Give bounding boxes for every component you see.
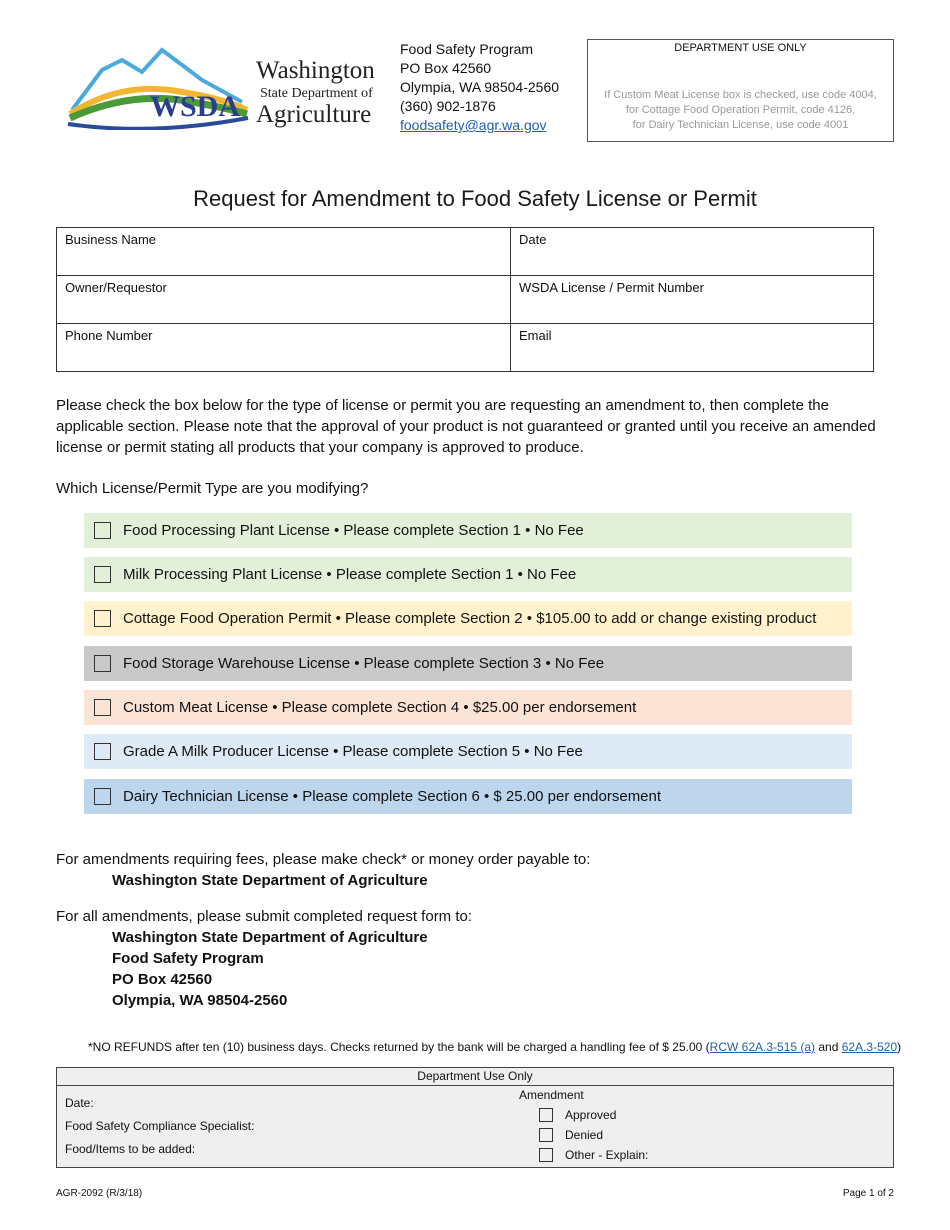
contact-block [400,40,559,135]
license-type-question: Which License/Permit Type are you modifying? [56,480,369,497]
submit-text: For all amendments, please submit completed request form to: [56,908,473,925]
fees-text: For amendments requiring fees, please make check* or money order payable to: [56,851,591,868]
applicant-info-table [56,227,874,372]
option-cottage-food[interactable] [84,601,852,636]
department-use-title: DEPARTMENT USE ONLY [674,42,807,54]
dept-specialist-label: Food Safety Compliance Specialist: [65,1119,255,1133]
form-title: Request for Amendment to Food Safety License or Permit [193,186,757,211]
checkbox-grade-a-milk[interactable] [94,743,111,760]
phone-field[interactable] [57,324,511,372]
department-use-only-box [56,1067,894,1168]
submit-line3: PO Box 42560 [112,971,213,988]
department-use-box [587,39,894,142]
submit-line4: Olympia, WA 98504-2560 [112,992,288,1009]
date-label: Date [519,232,547,247]
option-label: Food Processing Plant License • Please complete Section 1 • No Fee [123,522,584,539]
phone-label: Phone Number [65,328,153,343]
contact-email-link[interactable]: foodsafety@agr.wa.gov [400,117,547,133]
wsda-logo-mark-icon [62,40,382,130]
other-checkbox[interactable] [539,1148,553,1162]
contact-program: Food Safety Program [400,41,534,57]
contact-phone: (360) 902-1876 [400,98,496,114]
amendment-label: Amendment [519,1088,584,1102]
intro-paragraph: Please check the box below for the type of license or permit you are requesting an amendment to, then complete the applicable section. Please note that the approval of your product is not guaranteed or granted until you receive an amended license or permit stating all products that your company is approved to produce. [56,397,876,456]
checkbox-cottage-food[interactable] [94,610,111,627]
fees-payee: Washington State Department of Agriculture [112,872,428,889]
form-code: AGR-2092 (R/3/18) [56,1188,143,1199]
dept-items-label: Food/Items to be added: [65,1142,196,1156]
denied-checkbox[interactable] [539,1128,553,1142]
refund-close: ) [897,1040,902,1054]
option-grade-a-milk[interactable] [84,734,852,769]
submit-line1: Washington State Department of Agriculture [112,929,428,946]
checkbox-food-processing[interactable] [94,522,111,539]
submit-block [56,906,472,1011]
refund-notice [88,1040,901,1054]
checkbox-dairy-technician[interactable] [94,788,111,805]
approved-checkbox[interactable] [539,1108,553,1122]
email-label: Email [519,328,552,343]
business-name-label: Business Name [65,232,157,247]
contact-po-box: PO Box 42560 [400,60,492,76]
owner-label: Owner/Requestor [65,280,167,295]
owner-field[interactable] [57,276,511,324]
option-label: Food Storage Warehouse License • Please complete Section 3 • No Fee [123,655,605,672]
option-dairy-technician[interactable] [84,779,852,814]
option-label: Grade A Milk Producer License • Please complete Section 5 • No Fee [123,743,583,760]
refund-text: *NO REFUNDS after ten (10) business days. Checks returned by the bank will be charged a handling fee of $ 25.00 ( [88,1040,710,1054]
option-label: Milk Processing Plant License • Please complete Section 1 • No Fee [123,566,577,583]
checkbox-milk-processing[interactable] [94,566,111,583]
approved-label: Approved [565,1108,617,1122]
option-milk-processing[interactable] [84,557,852,592]
denied-option[interactable] [539,1128,603,1142]
option-food-processing[interactable] [84,513,852,548]
submit-line2: Food Safety Program [112,950,264,967]
other-option[interactable] [539,1148,648,1162]
option-food-storage[interactable] [84,646,852,681]
logo-wordmark: WSDA [150,90,241,123]
rcw-515-link[interactable]: RCW 62A.3-515 (a) [709,1040,816,1054]
option-label: Dairy Technician License • Please complete Section 6 • $ 25.00 per endorsement [123,788,662,805]
dept-date-label: Date: [65,1096,94,1110]
date-field[interactable] [511,228,874,276]
note-line3: for Dairy Technician License, use code 4001 [632,119,849,131]
checkbox-food-storage[interactable] [94,655,111,672]
approved-option[interactable] [539,1108,616,1122]
option-custom-meat[interactable] [84,690,852,725]
page-number: Page 1 of 2 [842,1188,894,1199]
note-line1: If Custom Meat License box is checked, use code 4004, [604,89,877,101]
option-label: Custom Meat License • Please complete Section 4 • $25.00 per endorsement [123,699,637,716]
department-use-header: Department Use Only [57,1068,893,1086]
department-use-fields [65,1092,254,1161]
fees-block [56,849,590,891]
wsda-logo [62,40,382,130]
denied-label: Denied [565,1128,604,1142]
department-use-note [588,88,893,133]
other-label: Other - Explain: [565,1148,649,1162]
option-label: Cottage Food Operation Permit • Please complete Section 2 • $105.00 to add or change existing product [123,610,817,627]
email-field[interactable] [511,324,874,372]
checkbox-custom-meat[interactable] [94,699,111,716]
logo-name-line1: Washington [256,57,375,84]
logo-name-line3: Agriculture [256,101,372,128]
business-name-field[interactable] [57,228,511,276]
logo-name-line2: State Department of [260,86,373,101]
note-line2: for Cottage Food Operation Permit, code 4126, [625,104,856,116]
license-number-field[interactable] [511,276,874,324]
license-number-label: WSDA License / Permit Number [519,280,704,295]
rcw-520-link[interactable]: 62A.3-520 [841,1040,898,1054]
contact-city: Olympia, WA 98504-2560 [400,79,560,95]
refund-and: and [815,1040,842,1054]
